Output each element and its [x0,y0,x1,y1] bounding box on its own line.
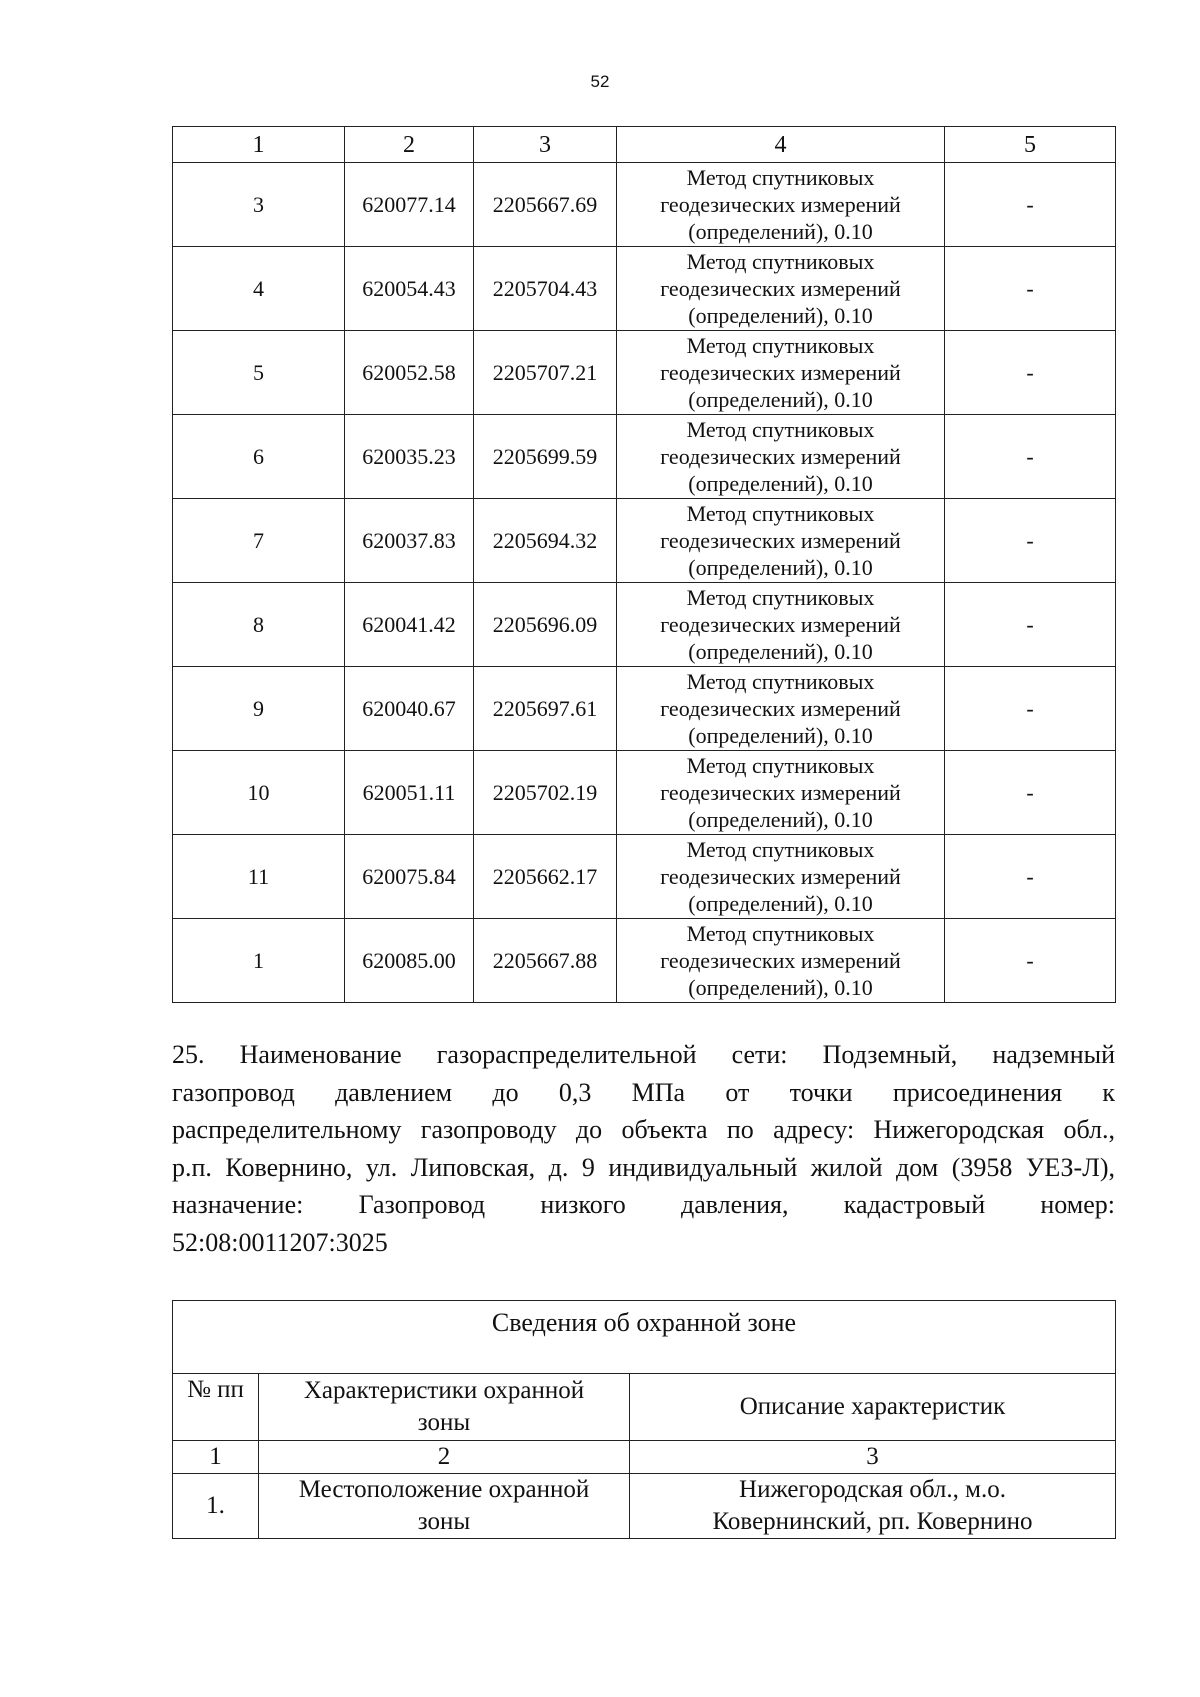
method-line: Метод спутниковых [686,165,875,190]
col-description-header: Описание характеристик [630,1374,1116,1441]
method-line: геодезических измерений [660,528,901,553]
table-row [173,247,1116,331]
table-row [173,667,1116,751]
method-cell [617,499,945,583]
protection-zone-table [172,1300,1116,1539]
y-coordinate-cell: 2205662.17 [474,835,617,919]
method-line: Метод спутниковых [686,417,875,442]
point-number-cell: 10 [173,751,345,835]
header-cell: 3 [474,127,617,163]
point-number-cell: 3 [173,163,345,247]
cell-line: зоны [417,1508,471,1535]
col-characteristics-header [259,1374,630,1441]
x-coordinate-cell: 620035.23 [345,415,474,499]
table-row [173,835,1116,919]
y-coordinate-cell: 2205667.69 [474,163,617,247]
method-line: Метод спутниковых [686,333,875,358]
header-cell: 1 [173,127,345,163]
y-coordinate-cell: 2205697.61 [474,667,617,751]
method-line: (определений), 0.10 [688,303,873,328]
paragraph-line: р.п. Ковернино, ул. Липовская, д. 9 индивидуальный жилой дом (3958 УЕЗ-Л), [172,1152,1115,1182]
header-cell: 2 [345,127,474,163]
note-cell: - [945,499,1116,583]
table-row [173,1474,1116,1539]
point-number-cell: 4 [173,247,345,331]
method-line: Метод спутниковых [686,249,875,274]
paragraph-line: 25. Наименование газораспределительной сети: Подземный, надземный [172,1040,1115,1069]
x-coordinate-cell: 620041.42 [345,583,474,667]
paragraph-line: распределительному газопроводу до объекта по адресу: Нижегородская обл., [172,1115,1115,1145]
note-cell: - [945,583,1116,667]
table-header-row [173,127,1116,163]
header-line: Характеристики охранной [303,1377,585,1404]
y-coordinate-cell: 2205694.32 [474,499,617,583]
method-line: геодезических измерений [660,864,901,889]
method-cell [617,331,945,415]
note-cell: - [945,667,1116,751]
zone-number-row [173,1441,1116,1474]
point-number-cell: 9 [173,667,345,751]
method-line: (определений), 0.10 [688,723,873,748]
point-number-cell: 6 [173,415,345,499]
method-line: Метод спутниковых [686,837,875,862]
note-cell: - [945,247,1116,331]
method-line: (определений), 0.10 [688,387,873,412]
x-coordinate-cell: 620051.11 [345,751,474,835]
method-line: Метод спутниковых [686,501,875,526]
header-line: зоны [417,1409,471,1436]
y-coordinate-cell: 2205704.43 [474,247,617,331]
y-coordinate-cell: 2205707.21 [474,331,617,415]
table-row [173,751,1116,835]
table-row [173,331,1116,415]
cell-line: Местоположение охранной [298,1476,590,1503]
cell-line: Нижегородская обл., м.о. [739,1476,1006,1503]
note-cell: - [945,919,1116,1003]
point-number-cell: 7 [173,499,345,583]
page-number: 52 [590,72,610,91]
method-line: (определений), 0.10 [688,219,873,244]
header-cell: 5 [945,127,1116,163]
x-coordinate-cell: 620075.84 [345,835,474,919]
note-cell: - [945,331,1116,415]
method-line: геодезических измерений [660,444,901,469]
method-cell [617,919,945,1003]
x-coordinate-cell: 620037.83 [345,499,474,583]
method-line: (определений), 0.10 [688,471,873,496]
row-description [630,1474,1116,1539]
table-row [173,415,1116,499]
table-row [173,583,1116,667]
table-row [173,163,1116,247]
row-characteristic [259,1474,630,1539]
method-line: геодезических измерений [660,192,901,217]
method-line: геодезических измерений [660,360,901,385]
method-line: Метод спутниковых [686,669,875,694]
y-coordinate-cell: 2205696.09 [474,583,617,667]
number-cell: 2 [259,1441,630,1474]
method-line: Метод спутниковых [686,585,875,610]
method-line: геодезических измерений [660,612,901,637]
point-number-cell: 5 [173,331,345,415]
method-line: (определений), 0.10 [688,555,873,580]
note-cell: - [945,415,1116,499]
coordinates-table [172,126,1116,1003]
number-cell: 3 [630,1441,1116,1474]
method-line: геодезических измерений [660,696,901,721]
method-line: геодезических измерений [660,780,901,805]
x-coordinate-cell: 620054.43 [345,247,474,331]
table-row [173,499,1116,583]
y-coordinate-cell: 2205667.88 [474,919,617,1003]
paragraph-line: назначение: Газопровод низкого давления, кадастровый номер: [172,1190,1115,1220]
cell-line: Ковернинский, рп. Ковернино [712,1508,1033,1535]
x-coordinate-cell: 620077.14 [345,163,474,247]
method-cell [617,667,945,751]
zone-title-row [173,1301,1116,1374]
table-row [173,919,1116,1003]
zone-header-row [173,1374,1116,1441]
section-paragraph [172,1036,1115,1262]
method-cell [617,583,945,667]
zone-table-title: Сведения об охранной зоне [173,1301,1116,1374]
row-number: 1. [173,1474,259,1539]
y-coordinate-cell: 2205702.19 [474,751,617,835]
x-coordinate-cell: 620085.00 [345,919,474,1003]
method-line: (определений), 0.10 [688,807,873,832]
x-coordinate-cell: 620052.58 [345,331,474,415]
note-cell: - [945,751,1116,835]
x-coordinate-cell: 620040.67 [345,667,474,751]
method-line: (определений), 0.10 [688,639,873,664]
method-line: Метод спутниковых [686,921,875,946]
header-cell: 4 [617,127,945,163]
number-cell: 1 [173,1441,259,1474]
paragraph-line: газопровод давлением до 0,3 МПа от точки присоединения к [172,1077,1115,1107]
method-line: (определений), 0.10 [688,975,873,1000]
point-number-cell: 8 [173,583,345,667]
method-cell [617,247,945,331]
method-line: Метод спутниковых [686,753,875,778]
method-line: геодезических измерений [660,276,901,301]
paragraph-line: 52:08:0011207:3025 [172,1227,388,1257]
method-cell [617,163,945,247]
method-cell [617,415,945,499]
point-number-cell: 11 [173,835,345,919]
method-cell [617,751,945,835]
note-cell: - [945,835,1116,919]
y-coordinate-cell: 2205699.59 [474,415,617,499]
method-line: (определений), 0.10 [688,891,873,916]
col-number-header: № пп [173,1374,259,1441]
note-cell: - [945,163,1116,247]
point-number-cell: 1 [173,919,345,1003]
method-line: геодезических измерений [660,948,901,973]
method-cell [617,835,945,919]
